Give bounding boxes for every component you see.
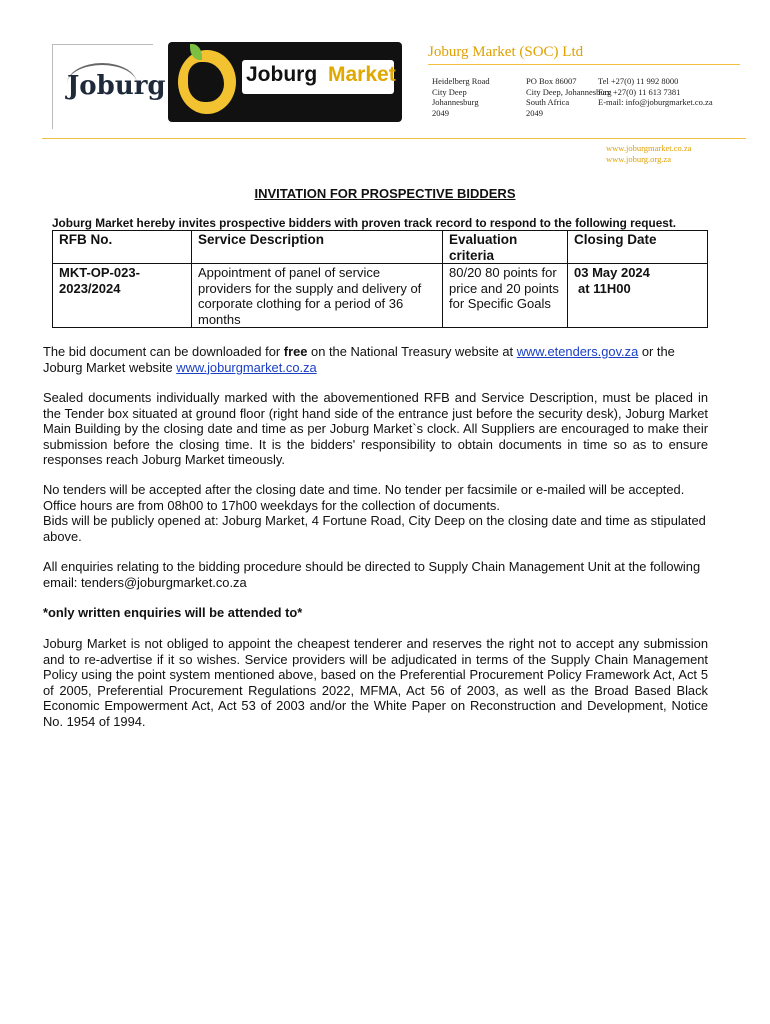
- africa-icon: [188, 62, 224, 102]
- column-header: Evaluation criteria: [443, 231, 568, 264]
- website-links: [606, 143, 691, 165]
- website-link[interactable]: www.joburg.org.za: [606, 154, 671, 164]
- company-name: Joburg Market (SOC) Ltd: [428, 44, 584, 60]
- column-header: RFB No.: [53, 231, 192, 264]
- table-header-row: [53, 231, 708, 264]
- disclaimer-paragraph: Joburg Market is not obliged to appoint the cheapest tenderer and reserves the right not to accept any submission and to re-advertise if it so wishes. Service providers will be adjudicated in terms of the Supply Chain Management Policy using the point system mentioned above, based on the Preferential Procurement Policy Framework Act, Act 5 of 2005, Preferential Procurement Regulations 2022, MFMA, Act 56 of 2003, as well as the Broad Based Black Economic Empowerment Act, Act 53 of 2003 and/or the White Paper on Reconstruction and Development, Notice No. 1954 of 1994.: [43, 636, 708, 729]
- joburg-market-logo: [168, 42, 402, 122]
- contact-line: E-mail: info@joburgmarket.co.za: [598, 97, 713, 107]
- download-paragraph: [43, 344, 708, 375]
- website-link[interactable]: www.joburgmarket.co.za: [606, 143, 692, 153]
- address-line: Johannesburg: [432, 97, 479, 107]
- enquiries-paragraph: All enquiries relating to the bidding procedure should be directed to Supply Chain Management Unit at the following email: tenders@joburgmarket.co.za: [43, 559, 701, 590]
- joburgmarket-link[interactable]: www.joburgmarket.co.za: [176, 359, 317, 375]
- postal-line: 2049: [526, 107, 543, 118]
- page-title: INVITATION FOR PROSPECTIVE BIDDERS: [254, 186, 516, 201]
- submission-paragraph: Sealed documents individually marked with the abovementioned RFB and Service Description, must be placed in the Tender box situated at ground floor (right hand side of the entrance just before the security desk), Joburg Market Main Building by the closing date and time as per Joburg Market`s clock. All Suppliers are encouraged to make their submission before the closing time. It is the bidders' responsibility to obtain documents in time so as to ensure responses reach Joburg Market timeously.: [43, 390, 708, 468]
- rfb-number: MKT-OP-023-2023/2024: [53, 264, 192, 328]
- closing-date-cell: [568, 264, 708, 328]
- joburg-city-logo: [52, 44, 166, 129]
- text-segment: The bid document can be downloaded for: [43, 344, 284, 359]
- street-address: [432, 76, 490, 118]
- rfb-table: [52, 230, 708, 328]
- header-divider-top: [428, 64, 740, 65]
- postal-line: City Deep, Johannesburg: [526, 86, 612, 97]
- evaluation-criteria: 80/20 80 points for price and 20 points for Specific Goals: [443, 264, 568, 328]
- text-segment: on the National Treasury website at: [307, 344, 517, 359]
- market-wordmark: [242, 60, 394, 94]
- address-line: 2049: [432, 107, 449, 118]
- postal-line: PO Box 86007: [526, 76, 577, 86]
- address-line: Heidelberg Road: [432, 76, 490, 86]
- bid-opening-text: Bids will be publicly opened at: Joburg Market, 4 Fortune Road, City Deep on the closing date and time as stipulated above.: [43, 513, 706, 544]
- free-emphasis: free: [283, 344, 308, 359]
- contact-line: Tel +27(0) 11 992 8000: [598, 76, 679, 86]
- column-header: Service Description: [192, 231, 443, 264]
- closing-date: 03 May 2024: [574, 265, 650, 280]
- column-header: Closing Date: [568, 231, 708, 264]
- late-tender-text: No tenders will be accepted after the closing date and time. No tender per facsimile or e-mailed will be accepted. Office hours are from 08h00 to 17h00 weekdays for the collection of documents.: [43, 482, 685, 513]
- globe-icon: [178, 50, 236, 114]
- etenders-link[interactable]: www.etenders.gov.za: [516, 344, 639, 359]
- closing-time: at 11H00: [578, 280, 631, 296]
- header-divider: [42, 138, 746, 139]
- closing-rules-paragraph: [43, 482, 708, 544]
- intro-text: Joburg Market hereby invites prospective bidders with proven track record to respond to the following request.: [52, 216, 677, 230]
- postal-line: South Africa: [526, 97, 570, 107]
- service-description: Appointment of panel of service providers for the supply and delivery of corporate clothing for a period of 36 months: [192, 264, 443, 328]
- joburg-logo-text: Joburg: [67, 71, 166, 101]
- address-line: City Deep: [432, 86, 467, 97]
- contact-details: [598, 76, 713, 108]
- text-segment: or the Joburg Market website: [43, 344, 675, 375]
- contact-line: Fax +27(0) 11 613 7381: [598, 86, 681, 97]
- written-enquiries-note: *only written enquiries will be attended to*: [43, 605, 303, 620]
- table-row: [53, 264, 708, 328]
- wordmark-market: Market: [328, 63, 396, 86]
- wordmark-joburg: Joburg: [246, 63, 318, 86]
